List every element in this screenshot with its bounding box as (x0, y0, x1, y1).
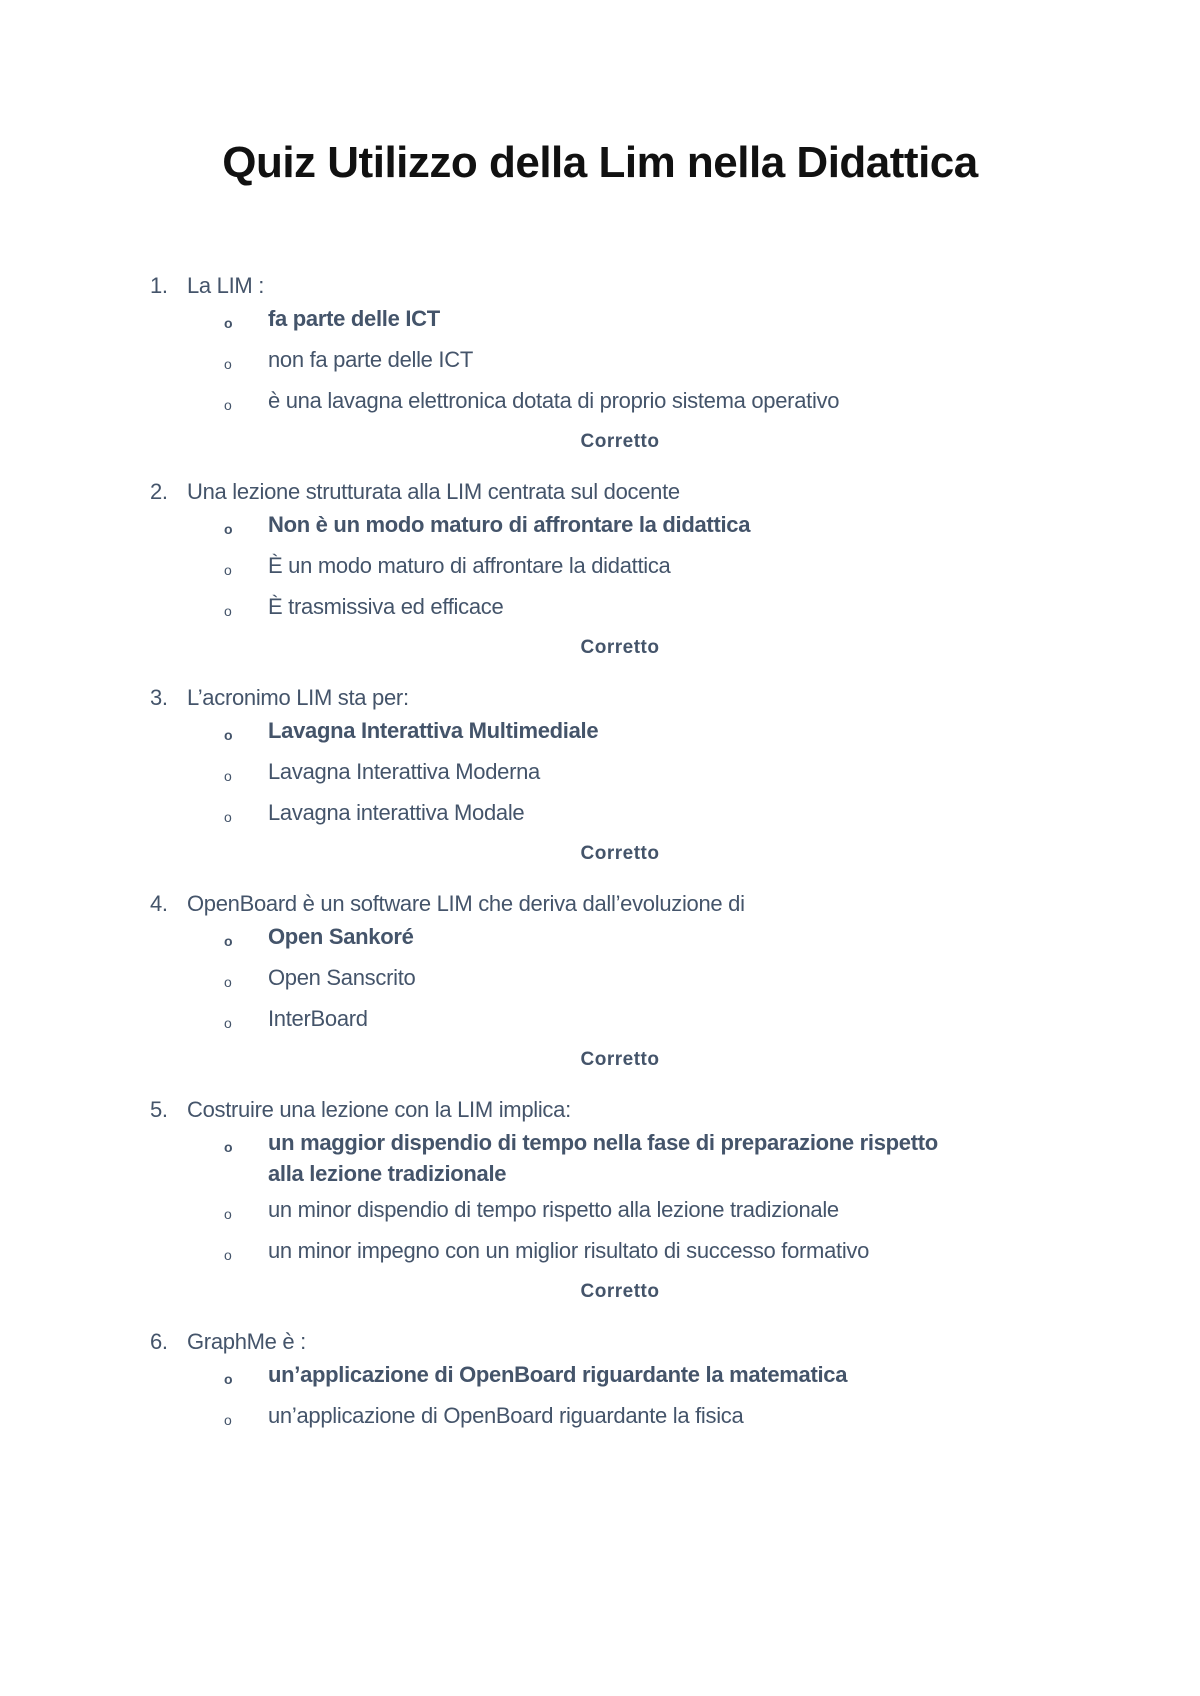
answer-option (150, 998, 1050, 1039)
answer-text: InterBoard (268, 1006, 368, 1031)
answer-option (150, 339, 1050, 380)
bullet-icon: o (224, 521, 233, 537)
question-number: 2. (150, 479, 168, 504)
spacer (150, 1312, 1050, 1330)
question (150, 480, 1050, 504)
bullet-icon: o (224, 727, 233, 743)
answer-text: Open Sanscrito (268, 965, 416, 990)
question (150, 1098, 1050, 1122)
question (150, 686, 1050, 710)
result-label: Corretto (580, 431, 660, 452)
bullet-icon: o (224, 562, 232, 578)
question-number: 6. (150, 1329, 168, 1354)
bullet-icon: o (224, 809, 232, 825)
bullet-icon: o (224, 768, 232, 784)
answer-text: un maggior dispendio di tempo nella fase di preparazione rispetto alla lezione tradizionale (268, 1130, 938, 1186)
answer-option (150, 957, 1050, 998)
answer-option (150, 1189, 1050, 1230)
answer-option (150, 586, 1050, 627)
answer-option (150, 545, 1050, 586)
question-text: GraphMe è : (187, 1329, 306, 1354)
bullet-icon: o (224, 397, 232, 413)
bullet-icon: o (224, 356, 232, 372)
question-block (150, 274, 1050, 480)
answer-text: Open Sankoré (268, 924, 414, 949)
bullet-icon: o (224, 1247, 232, 1263)
question-text: Costruire una lezione con la LIM implica: (187, 1097, 571, 1122)
question-number: 3. (150, 685, 168, 710)
answer-option-correct (150, 1354, 1050, 1395)
spacer (150, 462, 1050, 480)
spacer (150, 874, 1050, 892)
bullet-icon: o (224, 603, 232, 619)
question-number: 5. (150, 1097, 168, 1122)
bullet-icon: o (224, 1015, 232, 1031)
bullet-icon: o (224, 933, 233, 949)
bullet-icon: o (224, 1206, 232, 1222)
answer-text: un’applicazione di OpenBoard riguardante la fisica (268, 1403, 744, 1428)
result-label: Corretto (580, 843, 660, 864)
answer-text: Lavagna interattiva Modale (268, 800, 525, 825)
answer-text: Lavagna Interattiva Moderna (268, 759, 540, 784)
answer-text: è una lavagna elettronica dotata di proprio sistema operativo (268, 388, 840, 413)
bullet-icon: o (224, 974, 232, 990)
result-label: Corretto (580, 1281, 660, 1302)
spacer (150, 668, 1050, 686)
bullet-icon: o (224, 315, 233, 331)
answer-option (150, 1230, 1050, 1271)
question-text: Una lezione strutturata alla LIM centrata sul docente (187, 479, 680, 504)
answer-text: Lavagna Interattiva Multimediale (268, 718, 599, 743)
answer-text: fa parte delle ICT (268, 306, 440, 331)
question (150, 1330, 1050, 1354)
answer-text: un minor impegno con un miglior risultato di successo formativo (268, 1238, 870, 1263)
spacer (150, 1080, 1050, 1098)
bullet-icon: o (224, 1412, 232, 1428)
answer-text: un minor dispendio di tempo rispetto alla lezione tradizionale (268, 1197, 839, 1222)
answer-text: un’applicazione di OpenBoard riguardante la matematica (268, 1362, 848, 1387)
answer-text: non fa parte delle ICT (268, 347, 473, 372)
answer-option-correct (150, 916, 1050, 957)
result-label: Corretto (580, 1049, 660, 1070)
answer-option (150, 751, 1050, 792)
answer-option-correct (150, 710, 1050, 751)
quiz-list (150, 274, 1050, 1436)
question-block (150, 1330, 1050, 1436)
result-label: Corretto (580, 637, 660, 658)
answer-option-correct (150, 1122, 1050, 1189)
bullet-icon: o (224, 1371, 233, 1387)
question-text: La LIM : (187, 273, 265, 298)
question (150, 892, 1050, 916)
bullet-icon: o (224, 1139, 233, 1155)
answer-text: Non è un modo maturo di affrontare la didattica (268, 512, 751, 537)
answer-text: È trasmissiva ed efficace (268, 594, 504, 619)
question-block (150, 1098, 1050, 1330)
answer-option-correct (150, 298, 1050, 339)
answer-option (150, 792, 1050, 833)
question-number: 4. (150, 891, 168, 916)
question-number: 1. (150, 273, 168, 298)
question-text: OpenBoard è un software LIM che deriva dall’evoluzione di (187, 891, 745, 916)
answer-option (150, 380, 1050, 421)
question-block (150, 480, 1050, 686)
question (150, 274, 1050, 298)
answer-text: È un modo maturo di affrontare la didattica (268, 553, 671, 578)
page-title: Quiz Utilizzo della Lim nella Didattica (222, 138, 978, 187)
answer-option (150, 1395, 1050, 1436)
question-block (150, 686, 1050, 892)
answer-option-correct (150, 504, 1050, 545)
question-block (150, 892, 1050, 1098)
question-text: L’acronimo LIM sta per: (187, 685, 409, 710)
